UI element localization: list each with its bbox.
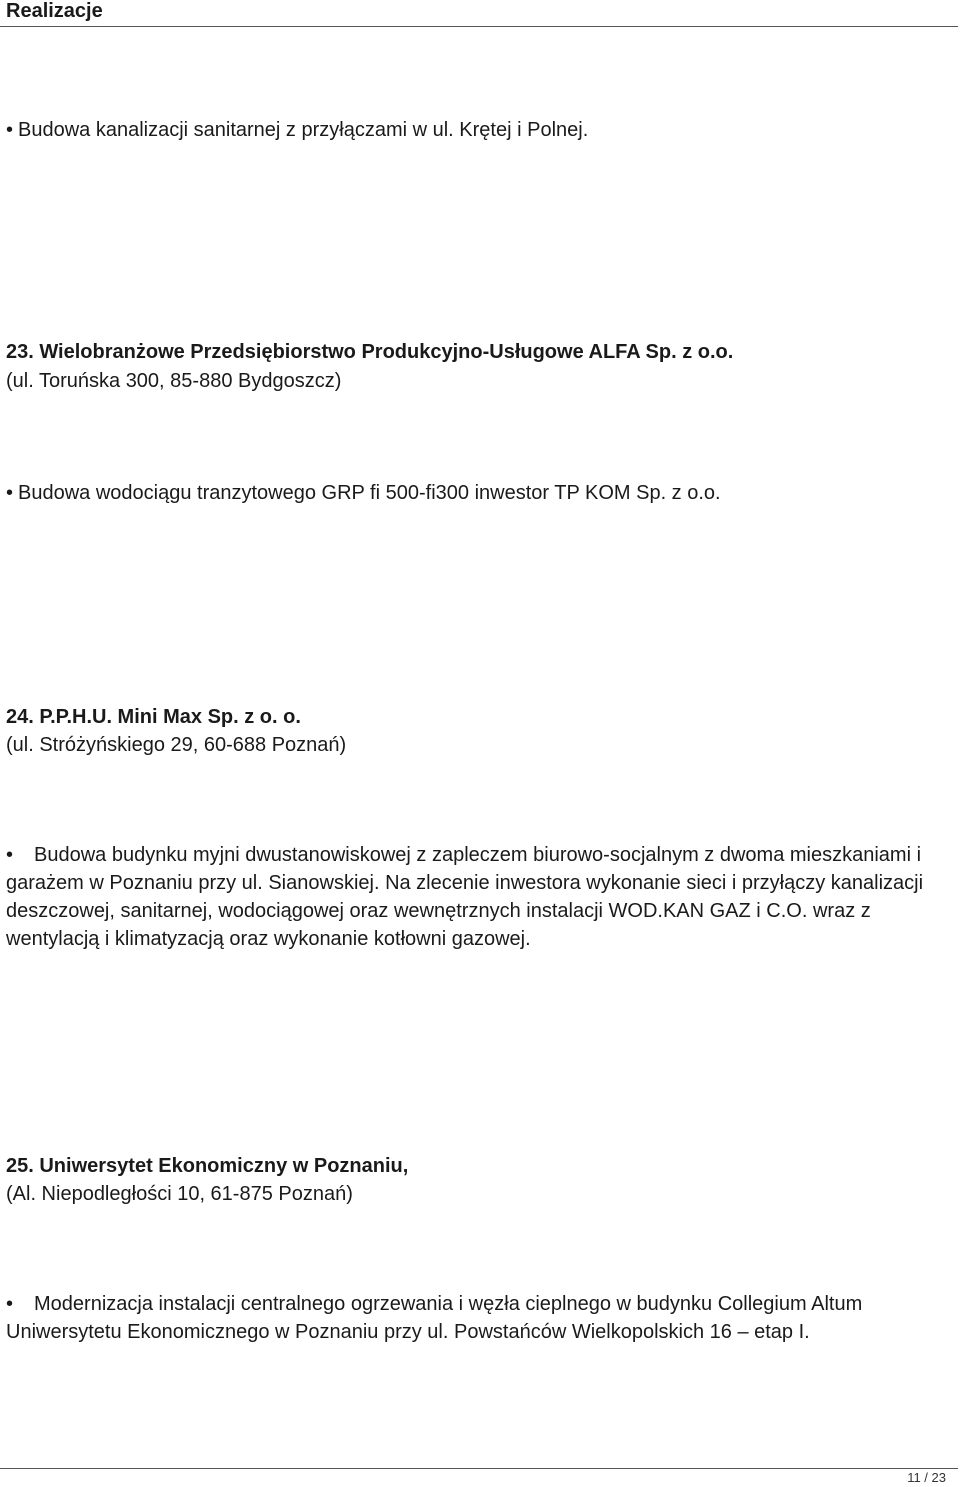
- page-header-title: Realizacje: [6, 0, 103, 22]
- bullet-icon: •: [6, 844, 14, 866]
- list-item-text: Budowa kanalizacji sanitarnej z przyłączami w ul. Krętej i Polnej.: [18, 119, 589, 141]
- list-item-text: Budowa wodociągu tranzytowego GRP fi 500-fi300 inwestor TP KOM Sp. z o.o.: [18, 482, 721, 504]
- bullet-icon: •: [6, 1293, 14, 1315]
- section-heading: 23. Wielobranżowe Przedsiębiorstwo Produkcyjno-Usługowe ALFA Sp. z o.o.: [6, 341, 734, 363]
- list-item: [6, 1290, 954, 1346]
- section-address: (ul. Toruńska 300, 85-880 Bydgoszcz): [6, 370, 342, 392]
- list-item: [6, 479, 721, 507]
- page-number: 11 / 23: [907, 1470, 946, 1485]
- section-heading: 24. P.P.H.U. Mini Max Sp. z o. o.: [6, 706, 301, 728]
- list-item-text: Budowa budynku myjni dwustanowiskowej z zapleczem biurowo-socjalnym z dwoma mieszkaniami i garażem w Poznaniu przy ul. Sianowskiej. Na zlecenie inwestora wykonanie sieci i przyłączy kanalizacji deszczowej, sanitarnej, wodociągowej oraz wewnętrznych instalacji WOD.KAN GAZ i C.O. wraz z wentylacją i klimatyzacją oraz wykonanie kotłowni gazowej.: [6, 844, 924, 950]
- list-item: [6, 116, 588, 144]
- section-address: (Al. Niepodległości 10, 61-875 Poznań): [6, 1183, 353, 1205]
- bullet-icon: •: [6, 482, 14, 504]
- list-item-text: Modernizacja instalacji centralnego ogrzewania i węzła cieplnego w budynku Collegium Altum Uniwersytetu Ekonomicznego w Poznaniu przy ul. Powstańców Wielkopolskich 16 – etap I.: [6, 1293, 863, 1343]
- section-heading: 25. Uniwersytet Ekonomiczny w Poznaniu,: [6, 1155, 409, 1177]
- section-address: (ul. Stróżyńskiego 29, 60-688 Poznań): [6, 734, 347, 756]
- footer-divider: [0, 1468, 958, 1469]
- list-item: [6, 841, 954, 953]
- bullet-icon: •: [6, 119, 14, 141]
- header-divider: [0, 26, 958, 27]
